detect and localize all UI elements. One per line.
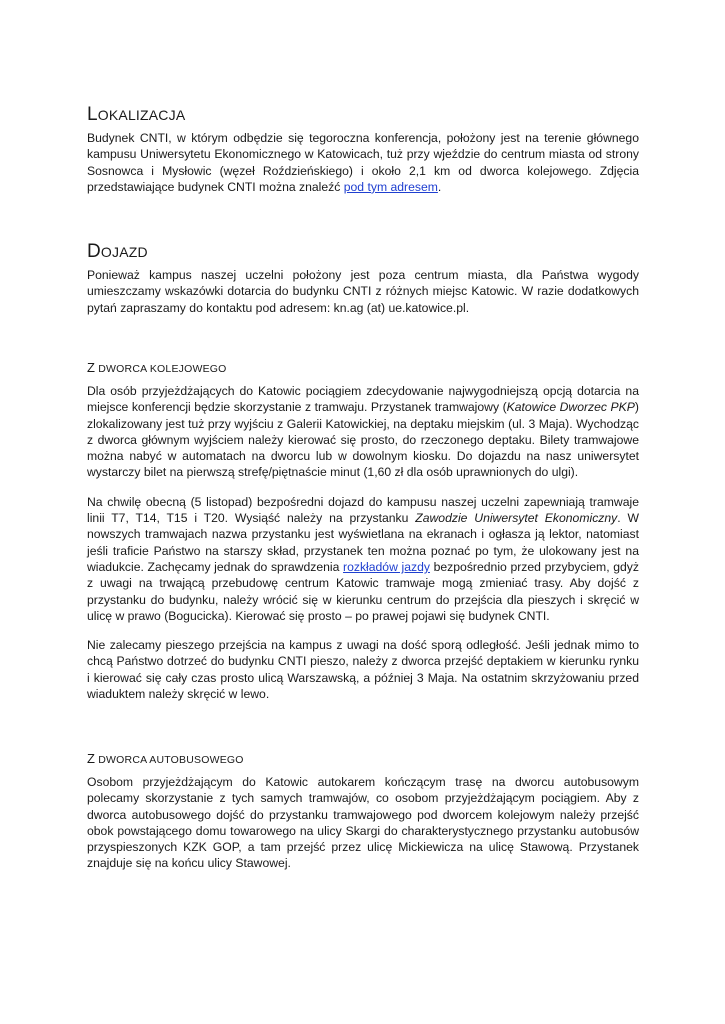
heading-z-dworca-kolejowego: Z DWORCA KOLEJOWEGO <box>87 360 227 375</box>
link-photos[interactable]: pod tym adresem <box>343 179 438 194</box>
paragraph-dojazd: Ponieważ kampus naszej uczelni położony jest poza centrum miasta, dla Państwa wygody umieszczamy wskazówki dotarcia do budynku CNTI z różnych miejsc Katowic. W razie dodatkowych pytań zapraszamy do kontaktu pod adresem: kn.ag (at) ue.katowice.pl. <box>87 268 639 315</box>
section-lokalizacja <box>87 104 639 195</box>
section-z-dworca-autobusowego <box>87 750 639 872</box>
section-z-dworca-kolejowego <box>87 359 639 702</box>
heading-z-dworca-autobusowego: Z DWORCA AUTOBUSOWEGO <box>87 751 244 766</box>
paragraph-autobusowy: Osobom przyjeżdżającym do Katowic autokarem kończącym trasę na dworcu autobusowym polecamy skorzystanie z tych samych tramwajów, co osobom przyjeżdżającym pociągiem. Aby z dworca autobusowego dojść do przystanku tramwajowego pod dworcem kolejowym należy przejść obok powstającego domu towarowego na ulicy Skargi do charakterystycznego przystanku autobusów przyspieszonych KZK GOP, a tam przejść przez ulicę Mickiewicza na ulicę Stawową. Przystanek znajduje się na końcu ulicy Stawowej. <box>87 775 639 871</box>
link-timetables[interactable]: rozkładów jazdy <box>343 559 430 574</box>
paragraph-lokalizacja: Budynek CNTI, w którym odbędzie się tegoroczna konferencja, położony jest na terenie głównego kampusu Uniwersytetu Ekonomicznego w Katowicach, tuż przy wjeździe do centrum miasta od strony Sosnowca i Mysłowic (węzeł Roździeńskiego) i około 2,1 km od dworca kolejowego. Zdjęcia przedstawiające budynek CNTI można znaleźć pod tym adresem. <box>87 131 639 194</box>
paragraph-kolejowy-1: Dla osób przyjeżdżających do Katowic pociągiem zdecydowanie najwygodniejszą opcją dotarcia na miejsce konferencji będzie skorzystanie z tramwaju. Przystanek tramwajowy (Katowice Dworzec PKP) zlokalizowany jest tuż przy wyjściu z Galerii Katowickiej, na deptaku miejskim (ul. 3 Maja). Wychodząc z dworca głównym wyjściem należy kierować się prosto, do rzeczonego deptaku. Bilety tramwajowe można nabyć w automatach na dworcu lub w dowolnym kiosku. Do dojazdu na nasz uniwersytet wystarczy bilet na pierwszą strefę/piętnaście minut (1,60 zł dla osób uprawnionych do ulgi). <box>87 384 639 480</box>
paragraph-kolejowy-2: Na chwilę obecną (5 listopad) bezpośredni dojazd do kampusu naszej uczelni zapewniają tramwaje linii T7, T14, T15 i T20. Wysiąść należy na przystanku Zawodzie Uniwersytet Ekonomiczny. W nowszych tramwajach nazwa przystanku jest wyświetlana na ekranach i ogłasza ją lektor, natomiast jeśli traficie Państwo na starszy skład, przystanek ten można poznać po tym, że ulokowany jest na wiadukcie. Zachęcamy jednak do sprawdzenia rozkładów jazdy bezpośrednio przed przybyciem, gdyż z uwagi na trwającą przebudowę centrum Katowic tramwaje mogą zmieniać trasy. Aby dojść z przystanku do budynku, należy wrócić się w kierunku centrum do przejścia dla pieszych i skręcić w ulicę w prawo (Bogucicka). Kierować się prosto – po prawej pojawi się budynek CNTI. <box>87 494 640 623</box>
section-dojazd <box>87 241 639 316</box>
paragraph-kolejowy-3: Nie zalecamy pieszego przejścia na kampus z uwagi na dość sporą odległość. Jeśli jednak mimo to chcą Państwo dotrzeć do budynku CNTI pieszo, należy z dworca przejść deptakiem w kierunku rynku i kierować się cały czas prosto ulicą Warszawską, a później 3 Maja. Na ostatnim skrzyżowaniu przed wiaduktem należy skręcić w lewo. <box>87 638 639 702</box>
heading-dojazd: DOJAZD <box>87 241 148 262</box>
heading-lokalizacja: LOKALIZACJA <box>87 104 186 125</box>
